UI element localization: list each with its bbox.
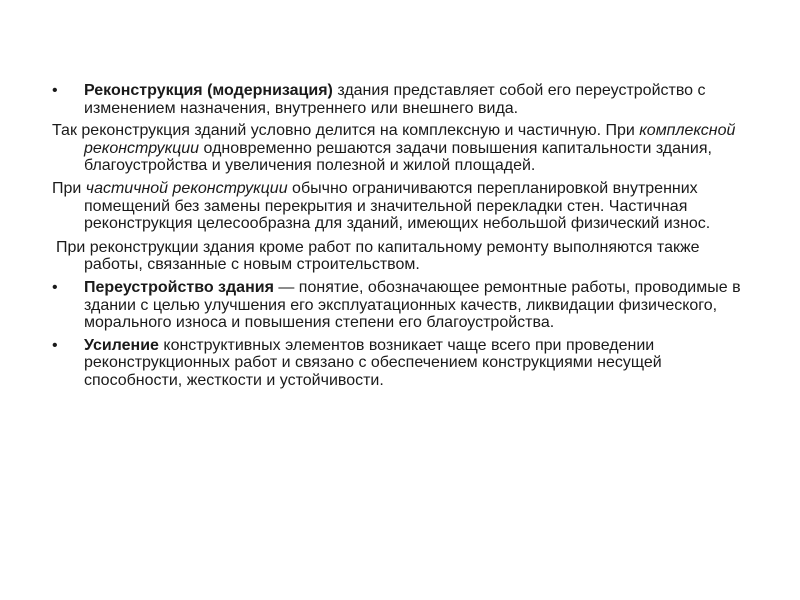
definition-reinforcement: конструктивных элементов возникает чаще всего при проведении реконструкционных работ и связано с обеспечением конструкциями несущей способности, жесткости и устойчивости. <box>84 336 662 389</box>
term-reconstruction: Реконструкция (модернизация) <box>84 82 333 99</box>
bullet-icon: • <box>52 278 58 296</box>
text-partial-after: обычно ограничиваются перепланировкой внутренних помещений без замены перекрытия и значительной перекладки стен. Частичная реконструкция целесообразна для зданий, имеющих небольшой физический износ. <box>84 179 711 233</box>
term-reinforcement: Усиление <box>84 336 159 354</box>
slide-body <box>52 82 752 390</box>
text-new-construction: При реконструкции здания кроме работ по капитальному ремонту выполняются также работы, связанные с новым строительством. <box>56 238 700 274</box>
paragraph-partial-reconstruction <box>52 180 752 233</box>
paragraph-complex-reconstruction <box>52 122 752 175</box>
term-restructuring: Переустройство здания <box>84 278 274 296</box>
definition-restructuring: — понятие, обозначающее ремонтные работы, проводимые в здании с целью улучшения его эксплуатационных качеств, ликвидации физического, морального износа и повышения степени его благоустройства. <box>84 278 741 332</box>
definition-reconstruction: здания представляет собой его переустройство с изменением назначения, внутреннего или внешнего вида. <box>84 82 706 117</box>
paragraph-reconstruction <box>52 82 752 117</box>
term-partial-reconstruction: частичной реконструкции <box>85 179 288 197</box>
paragraph-restructuring <box>52 279 752 332</box>
text-partial-before: При <box>52 179 86 197</box>
paragraph-reinforcement <box>52 337 752 390</box>
text-complex-after: одновременно решаются задачи повышения капитальности здания, благоустройства и увеличения полезной и жилой площадей. <box>84 139 712 175</box>
bullet-icon: • <box>52 82 58 99</box>
term-complex-reconstruction: комплексной реконструкции <box>84 122 736 157</box>
bullet-icon: • <box>52 336 58 354</box>
text-complex-before: Так реконструкция зданий условно делится на комплексную и частичную. При <box>52 122 640 140</box>
paragraph-new-construction <box>52 239 752 274</box>
